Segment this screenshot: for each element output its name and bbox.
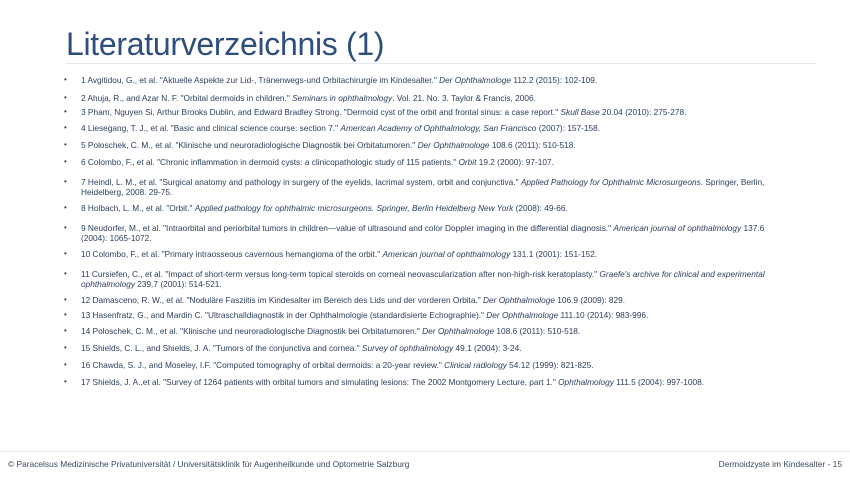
reference-details: . Springer, Berlin, Heidelberg, 2008. 29-75. xyxy=(81,177,765,197)
reference-item xyxy=(64,93,784,103)
reference-item xyxy=(64,177,784,197)
bullet-icon: • xyxy=(64,223,67,232)
reference-text: 15 Shields, C. L., and Shields, J. A. "Tumors of the conjunctiva and cornea." xyxy=(81,343,362,353)
reference-details: 20.04 (2010): 275-278. xyxy=(599,107,687,117)
reference-details: 137.6 (2004): 1065-1072. xyxy=(81,223,765,243)
reference-text: 7 Heindl, L. M., et al. "Surgical anatomy and pathology in surgery of the eyelids, lacrimal system, orbit and conjunctiva." xyxy=(81,177,521,187)
reference-details: 108.6 (2011): 510-518. xyxy=(489,140,576,150)
reference-item xyxy=(64,360,784,370)
reference-details: (2007): 157-158. xyxy=(536,123,601,133)
reference-text: 12 Damasceno, R. W., et al. "Noduläre Fasziitis im Kindesalter im Bereich des Lids und der vorderen Orbita." xyxy=(81,295,484,305)
reference-item xyxy=(64,377,784,387)
bullet-icon: • xyxy=(64,269,67,278)
reference-source: American journal of ophthalmology xyxy=(613,223,742,233)
reference-source: Der Ophthalmologe xyxy=(422,326,495,336)
bullet-icon: • xyxy=(64,249,67,258)
reference-text: 10 Colombo, F., et al. "Primary intraosseous cavernous hemangioma of the orbit." xyxy=(81,249,383,259)
bullet-icon: • xyxy=(64,123,67,132)
bullet-icon: • xyxy=(64,157,67,166)
bullet-icon: • xyxy=(64,177,67,186)
bullet-icon: • xyxy=(64,360,67,369)
reference-source: Orbit xyxy=(458,157,477,167)
reference-source: American Academy of Ophthalmology, San Francisco xyxy=(340,123,537,133)
bullet-icon: • xyxy=(64,140,67,149)
footer-copyright: © Paracelsus Medizinische Privatuniversität / Universitätsklinik für Augenheilkunde und Optometrie Salzburg xyxy=(8,459,410,469)
reference-item xyxy=(64,107,784,117)
reference-text: 17 Shields, J. A.,et al. "Survey of 1264 patients with orbital tumors and simulating lesions: The 2002 Montgomery Lecture, part 1." xyxy=(81,377,559,387)
footer-page-label: Dermoidzyste im Kindesalter - 15 xyxy=(718,459,842,469)
reference-item xyxy=(64,343,784,353)
reference-text: 16 Chawda, S. J., and Moseley, I.F. "Computed tomography of orbital dermoids: a 20-year review." xyxy=(81,360,445,370)
reference-text: 3 Pham, Nguyen Si, Arthur Brooks Dublin, and Edward Bradley Strong. "Dermoid cyst of the orbit and frontal sinus: a case report." xyxy=(81,107,561,117)
reference-details: 106.9 (2009): 829. xyxy=(554,295,626,305)
reference-details: 111.5 (2004): 997-1008. xyxy=(613,377,704,387)
reference-source: Graefe's archive for clinical and experimental ophthalmology xyxy=(81,269,765,289)
reference-source: Applied pathology for ophthalmic microsurgeons. Springer, Berlin Heidelberg New York xyxy=(194,203,514,213)
reference-item xyxy=(64,157,784,167)
reference-text: 8 Holbach, L. M., et al. "Orbit." xyxy=(81,203,195,213)
reference-text: 5 Poloschek, C. M., et al. "Klinische und neuroradiologische Diagnostik bei Orbitatumoren." xyxy=(81,140,418,150)
reference-list xyxy=(64,75,784,387)
reference-item xyxy=(64,75,784,85)
reference-details: 112.2 (2015): 102-109. xyxy=(511,75,598,85)
bullet-icon: • xyxy=(64,203,67,212)
reference-source: Applied Pathology for Ophthalmic Microsurgeons xyxy=(520,177,701,187)
reference-source: Ophthalmology xyxy=(558,377,614,387)
reference-text: 1 Avgitidou, G., et al. "Aktuelle Aspekte zur Lid-, Tränenwegs-und Orbitachirurgie im Kindesalter." xyxy=(81,75,440,85)
reference-source: Der Ophthalmologe xyxy=(486,310,559,320)
reference-item xyxy=(64,249,784,259)
reference-item xyxy=(64,310,784,320)
reference-details: . Vol. 21. No. 3. Taylor & Francis, 2006. xyxy=(392,93,536,103)
bullet-icon: • xyxy=(64,343,67,352)
reference-details: 111.10 (2014): 983-996. xyxy=(558,310,649,320)
reference-item xyxy=(64,203,784,213)
reference-text: 14 Poloschek, C. M., et al. "Klinische und neuroradiologische Diagnostik bei Orbitatumoren." xyxy=(81,326,423,336)
reference-source: Der Ophthalmologe xyxy=(439,75,512,85)
reference-text: 6 Colombo, F., et al. "Chronic inflammation in dermoid cysts: a clinicopathologic study of 115 patients." xyxy=(81,157,459,167)
bullet-icon: • xyxy=(64,377,67,386)
reference-source: American journal of ophthalmology xyxy=(382,249,511,259)
reference-item xyxy=(64,269,784,289)
reference-item xyxy=(64,295,784,305)
reference-details: 239.7 (2001): 514-521. xyxy=(134,279,222,289)
reference-source: Clinical radiology xyxy=(444,360,507,370)
reference-details: 131.1 (2001): 151-152. xyxy=(510,249,597,259)
reference-text: 11 Cursiefen, C., et al. "Impact of short-term versus long-term topical steroids on corneal neovascularization after non-high-risk keratoplasty." xyxy=(81,269,600,279)
reference-item xyxy=(64,223,784,243)
bullet-icon: • xyxy=(64,295,67,304)
bullet-icon: • xyxy=(64,326,67,335)
reference-item xyxy=(64,123,784,133)
reference-text: 2 Ahuja, R., and Azar N. F. "Orbital dermoids in children." xyxy=(81,93,293,103)
reference-source: Survey of ophthalmology xyxy=(361,343,454,353)
reference-text: 4 Liesegang, T. J., et al. "Basic and clinical science course: section 7." xyxy=(81,123,341,133)
title-divider xyxy=(66,63,816,64)
reference-source: Der Ophthalmologe xyxy=(483,295,555,305)
reference-source: Skull Base xyxy=(560,107,600,117)
reference-text: 13 Hasenfratz, G., and Mardin C. "Ultraschalldiagnostik in der Ophthalmologie (standardisierte Echographie)." xyxy=(81,310,487,320)
bullet-icon: • xyxy=(64,107,67,116)
reference-text: 9 Neudorfer, M., et al. "Intraorbital and periorbital tumors in children—value of ultrasound and color Doppler imaging in the differential diagnosis." xyxy=(81,223,614,233)
bullet-icon: • xyxy=(64,93,67,102)
reference-item xyxy=(64,326,784,336)
reference-details: 54.12 (1999): 821-825. xyxy=(506,360,594,370)
reference-details: 19.2 (2000): 97-107. xyxy=(476,157,554,167)
footer-divider xyxy=(0,451,850,452)
bullet-icon: • xyxy=(64,75,67,84)
reference-details: 108.6 (2011): 510-518. xyxy=(494,326,581,336)
reference-source: Seminars in ophthalmology xyxy=(292,93,393,103)
reference-source: Der Ophthalmologe xyxy=(417,140,490,150)
reference-item xyxy=(64,140,784,150)
bullet-icon: • xyxy=(64,310,67,319)
reference-details: 49.1 (2004): 3-24. xyxy=(453,343,522,353)
slide-title: Literaturverzeichnis (1) xyxy=(66,26,385,62)
reference-details: (2008): 49-66. xyxy=(513,203,568,213)
